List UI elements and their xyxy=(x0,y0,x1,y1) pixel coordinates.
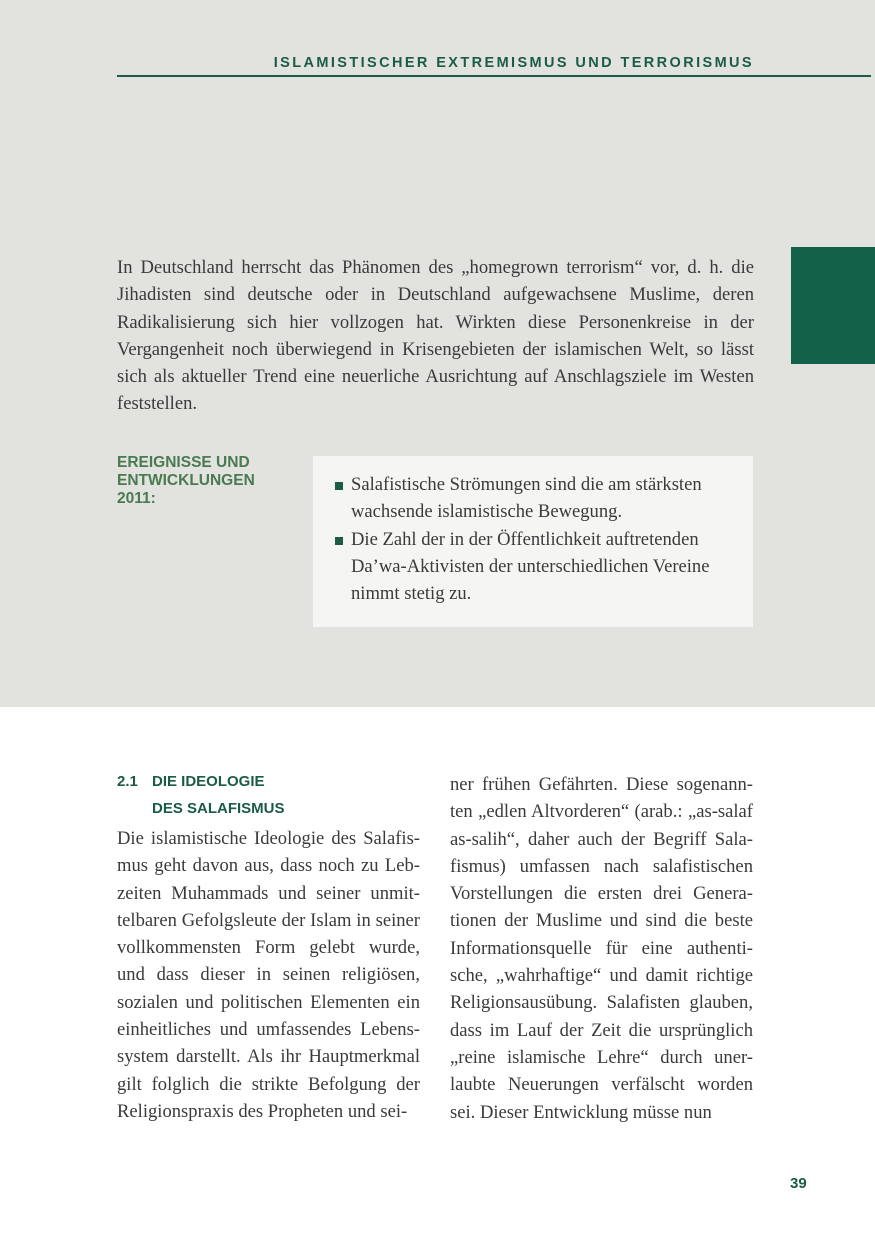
chapter-tab-marker xyxy=(791,247,875,364)
header-rule xyxy=(117,75,871,77)
body-text-line: dass im Lauf der Zeit die ursprünglich xyxy=(450,1019,753,1041)
body-text-line: telbaren Gefolgsleute der Islam in seiner xyxy=(117,909,420,931)
events-list-item xyxy=(335,526,735,608)
body-column-right xyxy=(450,771,753,1126)
events-label-line: ENTWICKLUNGEN xyxy=(117,472,255,489)
section-title-line: DIE IDEOLOGIE xyxy=(152,773,265,790)
events-item-text: Die Zahl der in der Öffentlichkeit auftretenden Da’wa-Aktivisten der unterschiedlichen Vereine nimmt stetig zu. xyxy=(351,528,710,605)
intro-paragraph: In Deutschland herrscht das Phänomen des „homegrown terrorism“ vor, d. h. die Jihadisten sind deutsche oder in Deutschland aufgewachsene Muslime, deren Radikalisierung sich hier vollzogen hat. Wirkten diese Personenkreise in der Vergangenheit noch überwiegend in Krisengebieten der islamischen Welt, so lässt sich als aktueller Trend eine neuerliche Ausrichtung auf Anschlagsziele im Westen feststellen. xyxy=(117,257,754,415)
body-text-line: fismus) umfassen nach salafistischen xyxy=(450,855,753,877)
square-bullet-icon xyxy=(335,537,343,545)
events-box xyxy=(313,456,753,627)
body-text-line: mus geht davon aus, dass noch zu Leb- xyxy=(117,855,420,877)
body-text-line: sei. Dieser Entwicklung müsse nun xyxy=(450,1101,712,1123)
section-title-line: DES SALAFISMUS xyxy=(152,800,285,817)
events-item-text: Salafistische Strömungen sind die am stärksten wachsende islamistische Bewegung. xyxy=(351,474,702,523)
body-text-line: vollkommensten Form gelebt wurde, xyxy=(117,937,420,959)
section-number: 2.1 xyxy=(117,773,138,790)
body-text-line: laubte Neuerungen verfälscht worden xyxy=(450,1074,753,1096)
body-column-left xyxy=(117,825,420,1125)
body-text-line: Informationsquelle für eine authenti- xyxy=(450,937,753,959)
body-text-line: zeiten Muhammads und seiner unmit- xyxy=(117,882,420,904)
running-header: ISLAMISTISCHER EXTREMISMUS UND TERRORISMUS xyxy=(273,55,754,71)
body-text-line: Vorstellungen die ersten drei Genera- xyxy=(450,883,753,905)
body-text-line: ner frühen Gefährten. Diese sogenann- xyxy=(450,774,753,795)
body-text-line: gilt folglich die strikte Befolgung der xyxy=(117,1073,420,1095)
body-text-line: system darstellt. Als ihr Hauptmerkmal xyxy=(117,1046,420,1068)
body-text-line: tionen der Muslime und sind die beste xyxy=(450,910,753,932)
events-list xyxy=(335,471,735,607)
body-text-line: Religionsausübung. Salafisten glauben, xyxy=(450,992,753,1014)
section-title xyxy=(152,768,422,822)
body-text-line: ten „edlen Altvorderen“ (arab.: „as-salaf xyxy=(450,801,753,823)
events-list-item xyxy=(335,471,735,526)
body-text-line: einheitliches und umfassendes Lebens- xyxy=(117,1019,420,1041)
body-text-line: sozialen und politischen Elementen ein xyxy=(117,991,420,1013)
page-number: 39 xyxy=(790,1175,807,1192)
body-text-line: „reine islamische Lehre“ durch uner- xyxy=(450,1046,753,1068)
events-label-line: 2011: xyxy=(117,490,156,507)
square-bullet-icon xyxy=(335,482,343,490)
body-text-line: as-salih“, daher auch der Begriff Sala- xyxy=(450,828,753,850)
events-label-line: EREIGNISSE UND xyxy=(117,454,250,471)
body-text-line: Die islamistische Ideologie des Salafis- xyxy=(117,828,420,849)
body-text-line: sche, „wahrhaftige“ und damit richtige xyxy=(450,965,753,987)
events-label xyxy=(117,454,287,508)
body-text-line: und dass dieser in seinen religiösen, xyxy=(117,964,420,986)
body-text-line: Religionspraxis des Propheten und sei- xyxy=(117,1100,408,1122)
